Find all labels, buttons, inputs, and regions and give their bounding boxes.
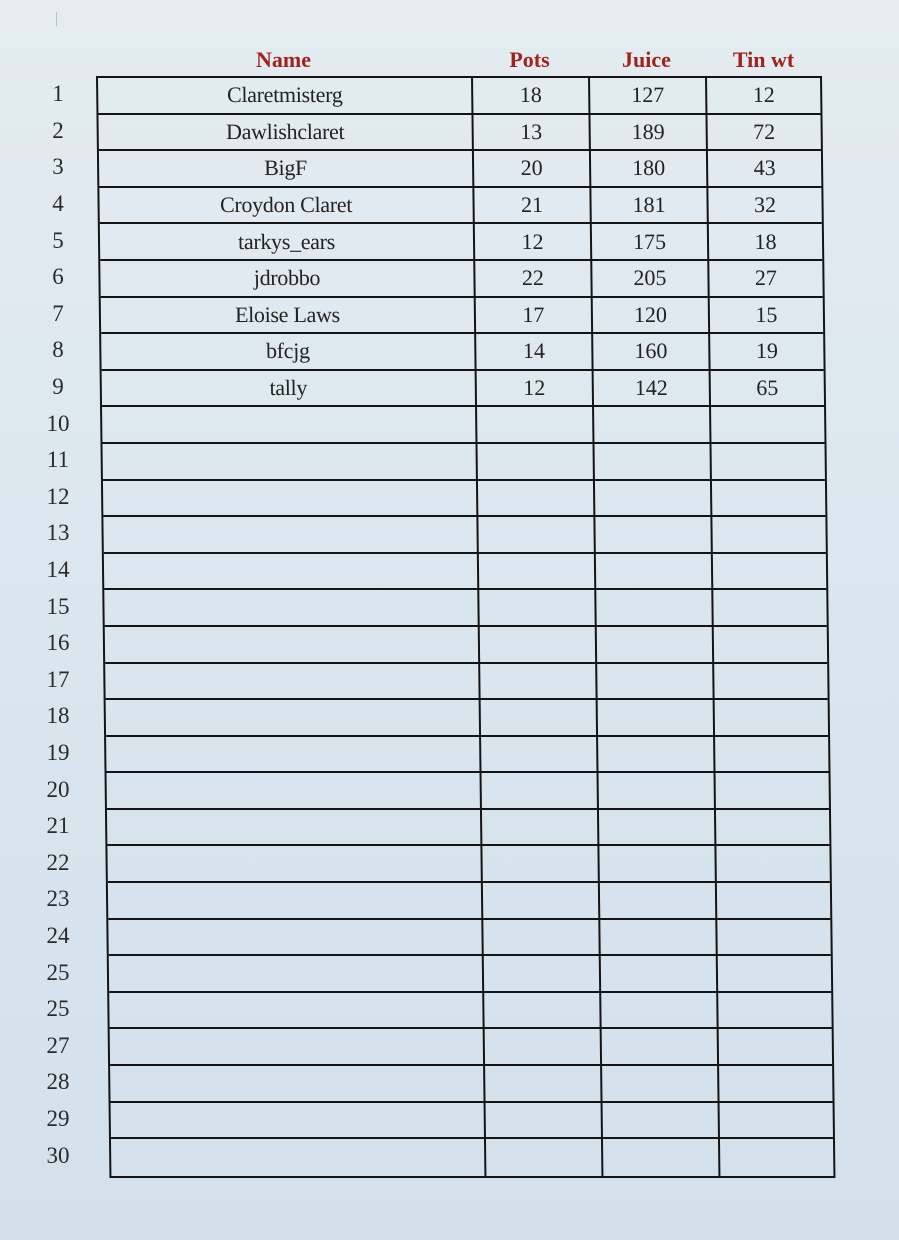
table-row: [101, 334, 823, 371]
table-row: [105, 664, 827, 701]
juice-cell[interactable]: 181: [591, 188, 708, 223]
name-cell[interactable]: [105, 664, 480, 699]
juice-cell[interactable]: [596, 590, 713, 625]
juice-cell[interactable]: [594, 444, 711, 479]
tin-wt-cell[interactable]: 72: [753, 118, 776, 144]
row-number: 15: [46, 593, 70, 619]
table-row: [110, 1029, 832, 1066]
pots-cell[interactable]: 12: [477, 371, 594, 406]
pots-cell[interactable]: [486, 1103, 603, 1138]
name-cell[interactable]: bfcjg: [101, 334, 476, 369]
pots-cell[interactable]: [481, 700, 598, 735]
name-cell[interactable]: [105, 627, 480, 662]
tin-wt-cell[interactable]: 12: [752, 82, 775, 108]
table-row: [108, 920, 830, 957]
juice-cell[interactable]: [603, 1103, 720, 1138]
row-number: 14: [46, 557, 70, 583]
tin-wt-cell[interactable]: [714, 627, 827, 662]
tin-wt-cell[interactable]: [718, 956, 831, 991]
row-number: 7: [52, 300, 64, 326]
juice-cell[interactable]: [602, 1066, 719, 1101]
row-number: 21: [46, 813, 70, 839]
tin-wt-cell[interactable]: [714, 664, 827, 699]
edge-mark: [56, 12, 57, 26]
row-number: 18: [46, 703, 70, 729]
pots-cell[interactable]: [477, 444, 594, 479]
row-number: 25: [46, 959, 70, 985]
tin-wt-cell[interactable]: [717, 883, 830, 918]
row-number: 2: [52, 117, 64, 143]
table-row: [104, 590, 826, 627]
tin-wt-cell[interactable]: [715, 737, 828, 772]
pots-cell[interactable]: 14: [476, 334, 593, 369]
tin-wt-cell[interactable]: 27: [754, 265, 778, 291]
pots-cell[interactable]: [479, 590, 596, 625]
name-cell[interactable]: Dawlishclaret: [98, 115, 473, 150]
name-cell[interactable]: [109, 993, 484, 1028]
row-number: 29: [46, 1105, 70, 1131]
table-row: [103, 517, 825, 554]
name-cell[interactable]: tally: [102, 371, 477, 406]
name-cell[interactable]: Croydon Claret: [99, 188, 474, 223]
juice-cell[interactable]: [601, 993, 718, 1028]
juice-cell[interactable]: [595, 517, 712, 552]
table-row: [107, 810, 829, 847]
juice-cell[interactable]: [599, 846, 716, 881]
pots-cell[interactable]: [480, 664, 597, 699]
row-number: 10: [46, 410, 70, 436]
pots-cell[interactable]: [483, 920, 600, 955]
header-name: Name: [256, 47, 311, 72]
pots-cell[interactable]: [484, 956, 601, 991]
tin-wt-cell[interactable]: 18: [754, 228, 777, 254]
row-number: 1: [52, 81, 64, 107]
pots-cell[interactable]: [478, 517, 595, 552]
table-row: [106, 737, 828, 774]
juice-cell[interactable]: [598, 737, 715, 772]
juice-cell[interactable]: [601, 956, 718, 991]
tin-wt-cell[interactable]: [716, 773, 829, 808]
tin-wt-cell[interactable]: [719, 1066, 832, 1101]
table-row: [98, 115, 820, 152]
header-juice: Juice: [622, 47, 671, 72]
row-number: 22: [46, 849, 70, 875]
row-number: 27: [46, 1032, 70, 1058]
pots-cell[interactable]: [482, 846, 599, 881]
row-number: 23: [46, 886, 70, 912]
row-number: 12: [46, 483, 70, 509]
pots-cell[interactable]: [485, 1066, 602, 1101]
name-cell[interactable]: [108, 920, 483, 955]
row-number: 4: [52, 191, 64, 217]
table-row: [99, 188, 821, 225]
juice-cell[interactable]: [602, 1029, 719, 1064]
tin-wt-cell[interactable]: [713, 590, 826, 625]
juice-cell[interactable]: 127: [590, 78, 707, 113]
header-tin-wt: Tin wt: [732, 47, 795, 72]
name-cell[interactable]: [104, 590, 479, 625]
name-cell[interactable]: [102, 444, 477, 479]
header-pots: Pots: [509, 47, 550, 72]
tin-wt-cell[interactable]: [716, 810, 829, 845]
table-row: [102, 371, 824, 408]
name-cell[interactable]: [103, 517, 478, 552]
pots-cell[interactable]: [481, 737, 598, 772]
name-cell[interactable]: Eloise Laws: [101, 298, 476, 333]
name-cell[interactable]: [104, 554, 479, 589]
juice-cell[interactable]: [603, 1139, 720, 1176]
table-row: [107, 846, 829, 883]
tin-wt-cell[interactable]: 32: [753, 192, 777, 218]
table-row: [110, 1066, 832, 1103]
pots-cell[interactable]: 20: [474, 151, 591, 186]
name-cell[interactable]: jdrobbo: [100, 261, 475, 296]
table-row: [108, 883, 830, 920]
pots-cell[interactable]: [485, 1029, 602, 1064]
tin-wt-cell[interactable]: [711, 407, 824, 442]
name-cell[interactable]: [107, 810, 482, 845]
table-row: [104, 554, 826, 591]
row-number: 19: [46, 739, 70, 765]
juice-cell[interactable]: [598, 700, 715, 735]
tin-wt-cell[interactable]: 65: [756, 375, 779, 401]
table-row: [106, 700, 828, 737]
table-row: [111, 1139, 833, 1176]
name-cell[interactable]: tarkys_ears: [100, 224, 475, 259]
row-number: 16: [46, 630, 70, 656]
juice-cell[interactable]: [594, 407, 711, 442]
juice-cell[interactable]: [600, 920, 717, 955]
pots-cell[interactable]: [480, 627, 597, 662]
table-row: [102, 407, 824, 444]
pots-cell[interactable]: [482, 773, 599, 808]
pots-cell[interactable]: [479, 554, 596, 589]
table-row: [105, 627, 827, 664]
row-number: 9: [52, 374, 64, 400]
table-row: [109, 956, 831, 993]
juice-cell[interactable]: 180: [591, 151, 708, 186]
name-cell[interactable]: [111, 1139, 486, 1176]
name-cell[interactable]: [102, 407, 477, 442]
score-table: [96, 76, 835, 1178]
row-numbers: [28, 76, 88, 1174]
pots-cell[interactable]: [484, 993, 601, 1028]
tin-wt-cell[interactable]: [717, 920, 830, 955]
juice-cell[interactable]: 120: [593, 298, 710, 333]
pots-cell[interactable]: [486, 1139, 603, 1176]
pots-cell[interactable]: [478, 481, 595, 516]
tin-wt-cell[interactable]: [712, 517, 825, 552]
name-cell[interactable]: [106, 700, 481, 735]
pots-cell[interactable]: [477, 407, 594, 442]
table-row: [100, 261, 822, 298]
name-cell[interactable]: [110, 1029, 485, 1064]
pots-cell[interactable]: [483, 883, 600, 918]
name-cell[interactable]: Claretmisterg: [98, 78, 473, 113]
pots-cell[interactable]: 18: [473, 78, 590, 113]
juice-cell[interactable]: 189: [590, 115, 707, 150]
table-header: [96, 44, 822, 76]
table-row: [101, 298, 823, 335]
name-cell[interactable]: [103, 481, 478, 516]
row-number: 3: [52, 154, 64, 180]
name-cell[interactable]: [106, 737, 481, 772]
juice-cell[interactable]: [597, 664, 714, 699]
table-row: [111, 1103, 833, 1140]
pots-cell[interactable]: [482, 810, 599, 845]
row-number: 28: [46, 1069, 70, 1095]
row-number: 24: [46, 922, 70, 948]
name-cell[interactable]: [107, 773, 482, 808]
row-number: 20: [46, 776, 70, 802]
tin-wt-cell[interactable]: [720, 1139, 833, 1176]
name-cell[interactable]: [110, 1066, 485, 1101]
pots-cell[interactable]: 12: [475, 224, 592, 259]
table-row: [98, 78, 820, 115]
table-row: [100, 224, 822, 261]
juice-cell[interactable]: [599, 773, 716, 808]
name-cell[interactable]: [109, 956, 484, 991]
table-row: [102, 444, 824, 481]
juice-cell[interactable]: [599, 810, 716, 845]
tin-wt-cell[interactable]: [712, 481, 825, 516]
juice-cell[interactable]: [596, 554, 713, 589]
tin-wt-cell[interactable]: [711, 444, 824, 479]
tin-wt-cell[interactable]: [718, 993, 831, 1028]
name-cell[interactable]: BigF: [99, 151, 474, 186]
row-number: 11: [46, 447, 70, 473]
row-number: 17: [46, 666, 70, 692]
name-cell[interactable]: [108, 883, 483, 918]
pots-cell[interactable]: 17: [476, 298, 593, 333]
tin-wt-cell[interactable]: 43: [753, 155, 776, 181]
table-row: [109, 993, 831, 1030]
tin-wt-cell[interactable]: [719, 1029, 832, 1064]
tin-wt-cell[interactable]: [716, 846, 829, 881]
pots-cell[interactable]: 22: [475, 261, 592, 296]
juice-cell[interactable]: [595, 481, 712, 516]
juice-cell[interactable]: [600, 883, 717, 918]
tin-wt-cell[interactable]: [720, 1103, 833, 1138]
table-row: [99, 151, 821, 188]
pots-cell[interactable]: 21: [474, 188, 591, 223]
juice-cell[interactable]: 205: [592, 261, 709, 296]
row-number: 30: [46, 1142, 70, 1168]
juice-cell[interactable]: 175: [592, 224, 709, 259]
row-number: 13: [46, 520, 70, 546]
table-row: [107, 773, 829, 810]
tin-wt-cell[interactable]: [715, 700, 828, 735]
juice-cell[interactable]: 160: [593, 334, 710, 369]
pots-cell[interactable]: 13: [473, 115, 590, 150]
juice-cell[interactable]: 142: [594, 371, 711, 406]
tin-wt-cell[interactable]: [713, 554, 826, 589]
tin-wt-cell[interactable]: 19: [755, 338, 779, 364]
row-number: 8: [52, 337, 64, 363]
tin-wt-cell[interactable]: 15: [755, 301, 778, 327]
row-number: 25: [46, 996, 70, 1022]
row-number: 6: [52, 264, 64, 290]
row-number: 5: [52, 227, 64, 253]
juice-cell[interactable]: [597, 627, 714, 662]
table-row: [103, 481, 825, 518]
name-cell[interactable]: [107, 846, 482, 881]
name-cell[interactable]: [111, 1103, 486, 1138]
